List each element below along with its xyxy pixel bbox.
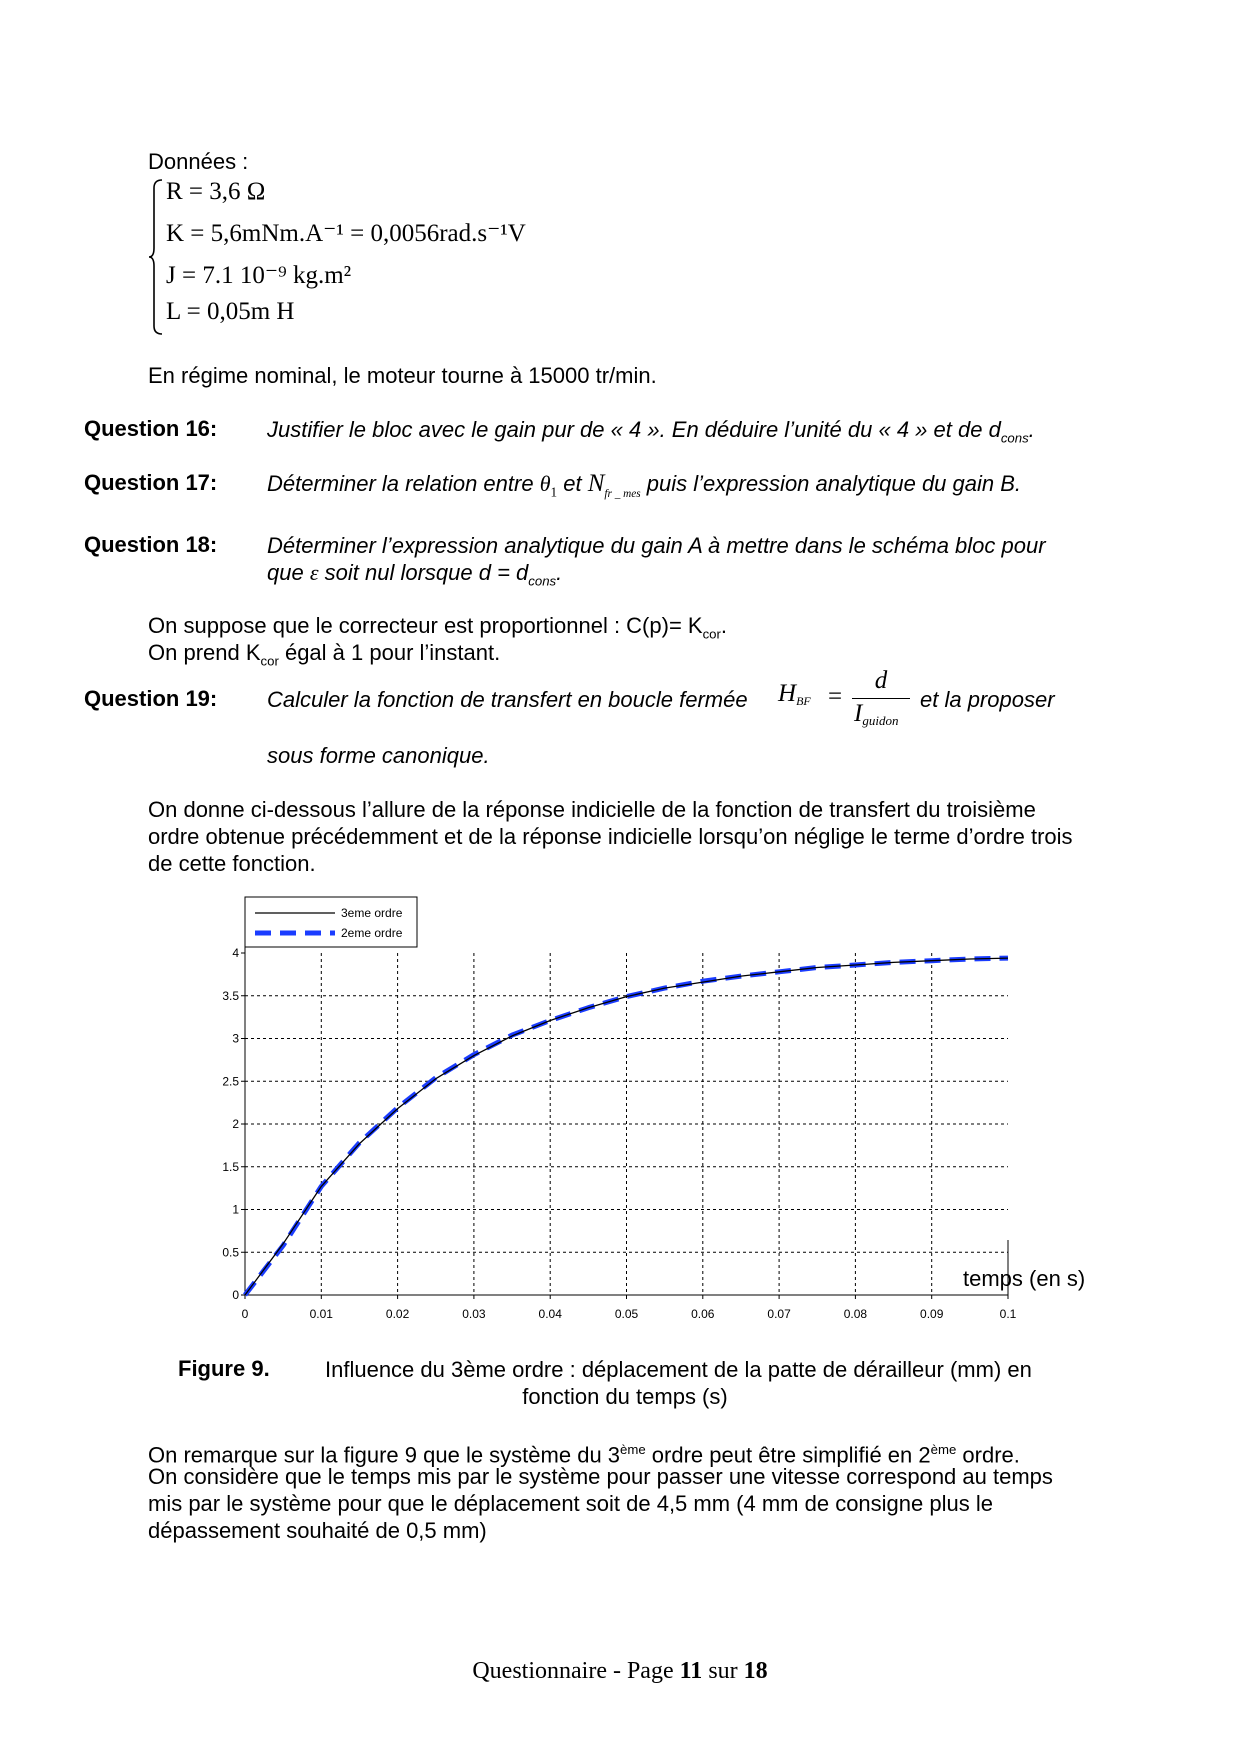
q16-end: . — [1028, 417, 1035, 442]
correcteur-line2-sub: cor — [260, 653, 279, 669]
equals-sign: = — [828, 683, 843, 710]
h-char: H — [778, 680, 797, 707]
x-tick-label: 0.1 — [999, 1307, 1017, 1321]
fraction-numerator: d — [852, 668, 910, 699]
x-tick-label: 0.01 — [309, 1307, 333, 1321]
conclusion-line4: dépassement souhaité de 0,5 mm) — [148, 1518, 487, 1543]
footer-page-number: 11 — [679, 1658, 703, 1684]
q18-line2 — [267, 559, 562, 594]
q18-line2-pre: que — [267, 560, 304, 585]
x-tick-label: 0 — [241, 1307, 249, 1321]
brace-icon — [148, 178, 168, 336]
q18-label: Question 18: — [84, 532, 218, 557]
x-tick-label: 0.06 — [691, 1307, 715, 1321]
footer-mid: sur — [702, 1658, 744, 1684]
q17-text — [267, 470, 1021, 508]
theta-sub: 1 — [550, 484, 558, 500]
epsilon-symbol: ε — [309, 560, 319, 585]
q17-label: Question 17: — [84, 470, 218, 495]
q19-post: et la proposer — [920, 687, 1055, 712]
y-tick-label: 1 — [232, 1202, 239, 1217]
x-tick-label: 0.04 — [538, 1307, 562, 1321]
chart-grid — [245, 953, 1008, 1295]
q16-label: Question 16: — [84, 416, 218, 441]
conclusion-l1c: ordre. — [956, 1442, 1020, 1468]
legend-label: 2eme ordre — [341, 926, 403, 940]
q19-line2: sous forme canonique. — [267, 743, 490, 768]
q19-label: Question 19: — [84, 686, 218, 711]
y-tick-label: 2 — [232, 1117, 239, 1131]
conclusion-l1a: On remarque sur la figure 9 que le système du 3 — [148, 1442, 621, 1468]
q18-sub: cons — [528, 573, 557, 589]
x-tick-label: 0.09 — [920, 1307, 944, 1321]
x-tick-label: 0.05 — [614, 1307, 639, 1321]
fraction-denominator — [852, 699, 910, 736]
conclusion-line2: On considère que le temps mis par le système pour passer une vitesse correspond au temps — [148, 1464, 1053, 1489]
conclusion-sup1: ème — [620, 1442, 646, 1457]
y-tick-label: 0 — [232, 1288, 239, 1302]
q17-et: et — [563, 471, 582, 496]
theta-char: θ — [539, 471, 551, 496]
q16-text — [267, 416, 1035, 451]
equation-system — [148, 178, 548, 336]
correcteur-line1-end: . — [720, 613, 728, 638]
h-sub: BF — [796, 694, 811, 709]
q16-text-main: Justifier le bloc avec le gain pur de « 4 ». En déduire l’unité du « 4 » et de d — [267, 417, 1001, 442]
legend-label: 3eme ordre — [341, 906, 403, 920]
denominator-sub: guidon — [862, 713, 899, 729]
figure-label: Figure 9. — [178, 1356, 270, 1381]
intro-chart-paragraph: On donne ci-dessous l’allure de la réponse indicielle de la fonction de transfert du troisième ordre obtenue précédemment et de la réponse indicielle lorsqu’on néglige le terme d’ordre trois de cette fonction. — [148, 797, 1073, 876]
y-tick-label: 3.5 — [222, 988, 239, 1003]
chart-xlabel: temps (en s) — [963, 1266, 1086, 1291]
x-tick-label: 0.03 — [462, 1307, 486, 1321]
correcteur-line2-post: égal à 1 pour l’instant. — [278, 640, 501, 665]
conclusion-l1b: ordre peut être simplifié en 2 — [645, 1442, 931, 1468]
chart-legend — [245, 897, 417, 947]
step-response-chart — [200, 895, 1120, 1335]
q18-line1: Déterminer l’expression analytique du gain A à mettre dans le schéma bloc pour — [267, 533, 1046, 558]
conclusion-line3: mis par le système pour que le déplacement soit de 4,5 mm (4 mm de consigne plus le — [148, 1491, 993, 1516]
y-tick-label: 2.5 — [222, 1074, 239, 1089]
x-tick-label: 0.07 — [767, 1307, 791, 1321]
figure-caption-line1: Influence du 3ème ordre : déplacement de la patte de dérailleur (mm) en — [325, 1357, 1032, 1382]
n-char: N — [587, 470, 605, 497]
q18-line2-post: soit nul lorsque d = d — [324, 560, 529, 585]
equation-l: L = 0,05m H — [166, 298, 295, 325]
footer-page-total: 18 — [743, 1658, 768, 1684]
q19-text: Calculer la fonction de transfert en boucle fermée — [267, 687, 748, 712]
y-tick-label: 1.5 — [222, 1159, 239, 1174]
correcteur-line1-sub: cor — [702, 626, 721, 642]
n-symbol — [587, 470, 641, 500]
regime-text: En régime nominal, le moteur tourne à 15000 tr/min. — [148, 363, 657, 388]
equation-k: K = 5,6mNm.A⁻¹ = 0,0056rad.s⁻¹V — [166, 220, 526, 247]
x-tick-label: 0.08 — [843, 1307, 868, 1321]
y-tick-label: 0.5 — [222, 1245, 239, 1260]
n-sub: fr _ mes — [604, 488, 641, 500]
donnees-label: Données : — [148, 149, 249, 174]
theta-symbol — [539, 471, 558, 500]
y-tick-label: 4 — [232, 946, 239, 960]
correcteur-line2-pre: On prend K — [148, 640, 261, 665]
q16-sub: cons — [1000, 430, 1029, 446]
denominator-char: I — [854, 700, 863, 727]
q17-pre: Déterminer la relation entre — [267, 471, 534, 496]
equation-r: R = 3,6 Ω — [166, 178, 266, 205]
x-tick-label: 0.02 — [385, 1307, 410, 1321]
figure-caption-line2: fonction du temps (s) — [522, 1384, 728, 1409]
footer-pre: Questionnaire - Page — [472, 1658, 680, 1684]
fraction — [852, 668, 910, 736]
q18-end: . — [556, 560, 563, 585]
correcteur-line1-pre: On suppose que le correcteur est proportionnel : C(p)= K — [148, 613, 703, 638]
y-tick-label: 3 — [232, 1031, 239, 1046]
q17-post: puis l’expression analytique du gain B. — [646, 471, 1022, 496]
chart-ticks — [222, 946, 1016, 1321]
equation-j: J = 7.1 10⁻⁹ kg.m² — [166, 262, 352, 289]
conclusion-sup2: ème — [930, 1442, 957, 1457]
h-bf-symbol — [778, 680, 811, 709]
page-footer — [0, 1658, 1240, 1685]
correcteur-line2 — [148, 639, 500, 674]
